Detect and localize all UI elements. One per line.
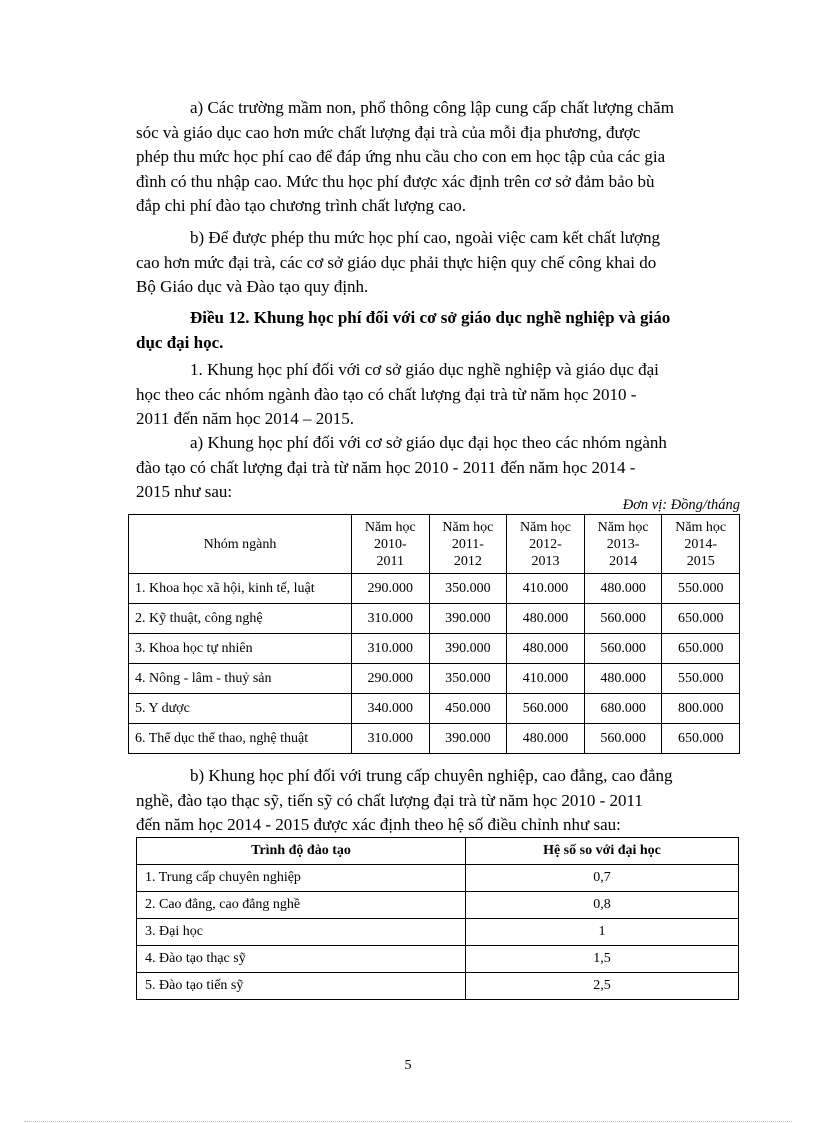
row-group-label: 5. Y dược	[129, 694, 352, 724]
fee-cell: 650.000	[662, 634, 740, 664]
table-row	[129, 604, 740, 634]
header-line: 2015	[686, 553, 715, 569]
header-line: 2014-	[684, 536, 718, 552]
fee-cell: 390.000	[429, 724, 507, 754]
header-line: 2011-	[451, 536, 484, 552]
column-header-year	[584, 515, 662, 574]
fee-cell: 480.000	[507, 634, 585, 664]
fee-cell: 410.000	[507, 574, 585, 604]
footer-divider	[24, 1121, 792, 1122]
text-line: a) Các trường mầm non, phổ thông công lập cung cấp chất lượng chăm	[190, 98, 674, 117]
table-row	[129, 574, 740, 604]
table-row	[137, 973, 739, 1000]
fee-cell: 560.000	[507, 694, 585, 724]
header-line: 2011	[376, 553, 405, 569]
level-cell: 1. Trung cấp chuyên nghiệp	[137, 865, 466, 892]
fee-cell: 550.000	[662, 574, 740, 604]
column-header-group: Nhóm ngành	[129, 515, 352, 574]
column-header-year	[352, 515, 430, 574]
text-line: Bộ Giáo dục và Đào tạo quy định.	[136, 277, 369, 296]
text-line: 2011 đến năm học 2014 – 2015.	[136, 409, 354, 428]
unit-label: Đơn vị: Đồng/tháng	[622, 497, 740, 513]
row-group-label: 2. Kỹ thuật, công nghệ	[129, 604, 352, 634]
text-line: đến năm học 2014 - 2015 được xác định theo hệ số điều chỉnh như sau:	[136, 815, 621, 834]
coefficient-cell: 1	[466, 919, 739, 946]
fee-cell: 390.000	[429, 604, 507, 634]
header-line: 2014	[609, 553, 638, 569]
fee-cell: 650.000	[662, 604, 740, 634]
fee-cell: 480.000	[584, 574, 662, 604]
text-line: Điều 12. Khung học phí đối với cơ sở giáo dục nghề nghiệp và giáo	[190, 308, 671, 327]
column-header-year	[507, 515, 585, 574]
header-line: Năm học	[597, 519, 649, 535]
header-line: Năm học	[520, 519, 571, 535]
text-line: nghề, đào tạo thạc sỹ, tiến sỹ có chất lượng đại trà từ năm học 2010 - 2011	[136, 790, 643, 810]
fee-cell: 390.000	[429, 634, 507, 664]
table-row	[129, 634, 740, 664]
row-group-label: 6. Thể dục thể thao, nghệ thuật	[129, 724, 352, 754]
paragraph-1b	[136, 764, 740, 838]
table-header-row	[129, 515, 740, 574]
article-heading	[136, 306, 740, 355]
row-group-label: 4. Nông - lâm - thuỷ sản	[129, 664, 352, 694]
table-row	[129, 664, 740, 694]
fee-cell: 350.000	[429, 664, 507, 694]
fee-cell: 560.000	[584, 724, 662, 754]
fee-cell: 800.000	[662, 694, 740, 724]
column-header-level: Trình độ đào tạo	[137, 838, 466, 865]
fee-cell: 480.000	[507, 604, 585, 634]
text-line: học theo các nhóm ngành đào tạo có chất lượng đại trà từ năm học 2010 -	[136, 384, 637, 404]
fee-cell: 410.000	[507, 664, 585, 694]
fee-cell: 560.000	[584, 604, 662, 634]
header-line: 2010-	[373, 536, 407, 552]
fee-table	[128, 514, 740, 754]
column-header-year	[429, 515, 507, 574]
text-line: phép thu mức học phí cao để đáp ứng nhu cầu cho con em học tập của các gia	[136, 147, 666, 166]
fee-cell: 310.000	[352, 724, 430, 754]
table-row	[129, 694, 740, 724]
fee-cell: 480.000	[507, 724, 585, 754]
fee-cell: 290.000	[352, 664, 430, 694]
text-line: a) Khung học phí đối với cơ sở giáo dục đại học theo các nhóm ngành	[190, 433, 667, 452]
fee-cell: 350.000	[429, 574, 507, 604]
row-group-label: 3. Khoa học tự nhiên	[129, 634, 352, 664]
coefficient-cell: 0,8	[466, 892, 739, 919]
text-line: cao hơn mức đại trà, các cơ sở giáo dục phải thực hiện quy chế công khai do	[136, 252, 657, 272]
header-line: Năm học	[364, 519, 416, 535]
fee-cell: 560.000	[584, 634, 662, 664]
paragraph-a	[136, 96, 740, 219]
fee-cell: 680.000	[584, 694, 662, 724]
table-row	[137, 946, 739, 973]
column-header-coefficient: Hệ số so với đại học	[466, 838, 739, 865]
text-line: 1. Khung học phí đối với cơ sở giáo dục nghề nghiệp và giáo dục đại	[190, 360, 659, 379]
text-line: dục đại học.	[136, 332, 224, 352]
fee-cell: 650.000	[662, 724, 740, 754]
text-line: b) Để được phép thu mức học phí cao, ngoài việc cam kết chất lượng	[190, 228, 660, 247]
coefficient-table	[136, 837, 739, 1000]
level-cell: 5. Đào tạo tiến sỹ	[137, 973, 466, 1000]
text-line: đào tạo có chất lượng đại trà từ năm học 2010 - 2011 đến năm học 2014 -	[136, 457, 636, 477]
header-line: 2013-	[606, 536, 640, 552]
coefficient-cell: 0,7	[466, 865, 739, 892]
fee-cell: 340.000	[352, 694, 430, 724]
fee-cell: 550.000	[662, 664, 740, 694]
fee-cell: 310.000	[352, 634, 430, 664]
paragraph-1a	[136, 431, 740, 505]
row-group-label: 1. Khoa học xã hội, kinh tế, luật	[129, 574, 352, 604]
coefficient-cell: 1,5	[466, 946, 739, 973]
table-header-row	[137, 838, 739, 865]
fee-cell: 310.000	[352, 604, 430, 634]
paragraph-b	[136, 226, 740, 300]
table-row	[137, 892, 739, 919]
table-row	[129, 724, 740, 754]
header-line: Năm học	[442, 519, 494, 535]
fee-cell: 480.000	[584, 664, 662, 694]
header-line: 2013	[531, 553, 560, 569]
page-number: 5	[404, 1058, 412, 1073]
coefficient-cell: 2,5	[466, 973, 739, 1000]
text-line: b) Khung học phí đối với trung cấp chuyên nghiệp, cao đẳng, cao đẳng	[190, 766, 673, 785]
fee-cell: 290.000	[352, 574, 430, 604]
column-header-year	[662, 515, 740, 574]
table-row	[137, 865, 739, 892]
header-line: Năm học	[675, 519, 727, 535]
text-line: sóc và giáo dục cao hơn mức chất lượng đại trà của mỗi địa phương, được	[136, 122, 641, 142]
table-row	[137, 919, 739, 946]
paragraph-1	[136, 358, 740, 432]
header-line: 2012-	[529, 536, 562, 552]
fee-cell: 450.000	[429, 694, 507, 724]
text-line: đắp chi phí đào tạo chương trình chất lượng cao.	[136, 196, 467, 215]
level-cell: 3. Đại học	[137, 919, 466, 946]
header-line: 2012	[453, 553, 482, 569]
level-cell: 4. Đào tạo thạc sỹ	[137, 946, 466, 973]
text-line: 2015 như sau:	[136, 482, 233, 501]
level-cell: 2. Cao đẳng, cao đẳng nghề	[137, 892, 466, 919]
text-line: đình có thu nhập cao. Mức thu học phí được xác định trên cơ sở đảm bảo bù	[136, 171, 655, 191]
